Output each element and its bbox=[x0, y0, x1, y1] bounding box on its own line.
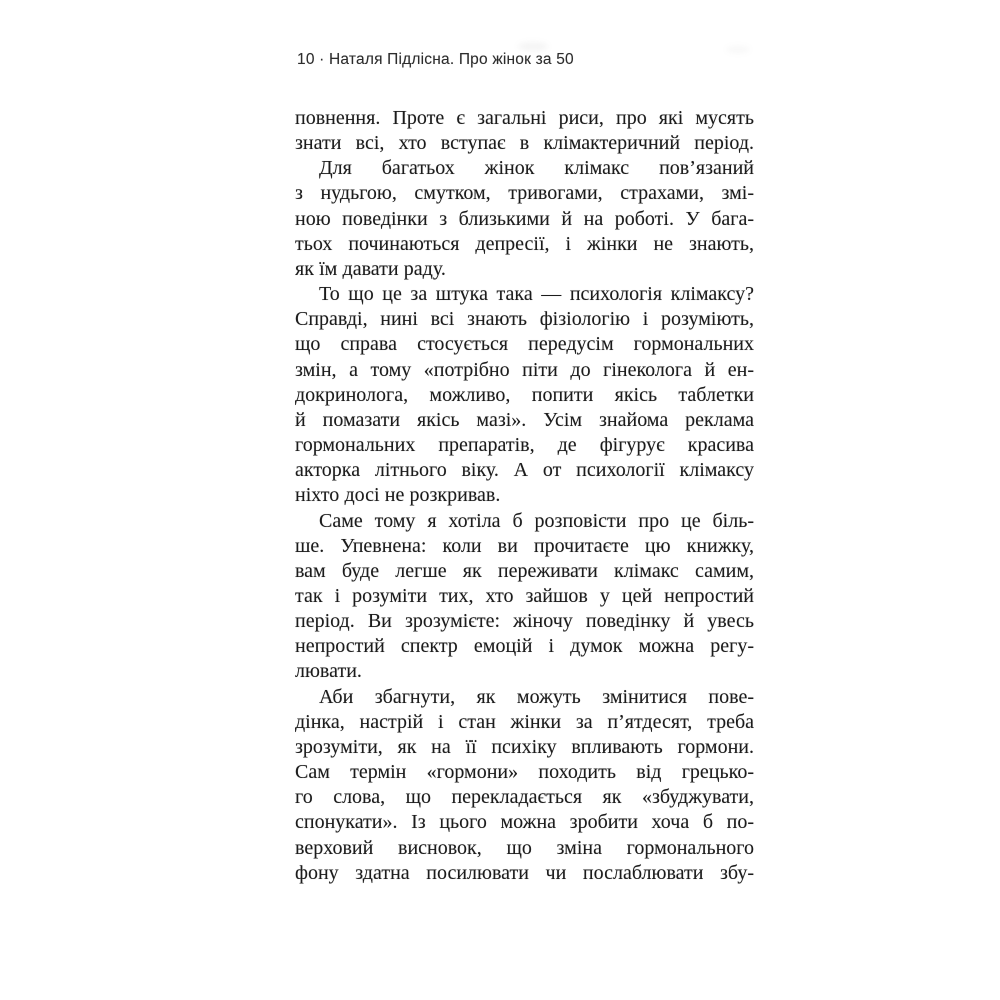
text-line: й помазати якісь мазі». Усім знайома реклама bbox=[295, 408, 754, 431]
text-line: го слова, що перекладається як «збуджувати, bbox=[295, 786, 754, 809]
paragraph bbox=[295, 509, 754, 685]
paragraph bbox=[295, 282, 754, 508]
scan-artifact bbox=[726, 46, 750, 53]
text-line: Саме тому я хотіла б розповісти про це біль- bbox=[319, 509, 754, 532]
text-line: спонукати». Із цього можна зробити хоча б по- bbox=[295, 811, 754, 834]
text-block bbox=[295, 106, 754, 886]
text-line: з нудьгою, смутком, тривогами, страхами, змі- bbox=[295, 182, 754, 205]
text-line: непростий спектр емоцій і думок можна регу- bbox=[295, 635, 754, 658]
text-line: ше. Упевнена: коли ви прочитаєте цю книжку, bbox=[295, 534, 754, 557]
text-line: знати всі, хто вступає в клімактеричний період. bbox=[295, 132, 754, 155]
running-header: 10 · Наталя Підлісна. Про жінок за 50 bbox=[297, 51, 574, 68]
text-line: Справді, нині всі знають фізіологію і розуміють, bbox=[295, 308, 754, 331]
text-line: ніхто досі не розкривав. bbox=[295, 484, 501, 507]
paragraph bbox=[295, 106, 754, 156]
scan-artifact bbox=[518, 42, 548, 51]
text-line: докринолога, можливо, попити якісь таблетки bbox=[295, 383, 754, 406]
text-line: тьох починаються депресії, і жінки не знають, bbox=[295, 232, 754, 255]
text-line: Аби збагнути, як можуть змінитися пове- bbox=[319, 685, 754, 708]
text-line: змін, а тому «потрібно піти до гінеколога й ен- bbox=[295, 358, 754, 381]
text-line: зрозуміти, як на її психіку впливають гормони. bbox=[295, 735, 754, 758]
text-line: гормональних препаратів, де фігурує красива bbox=[295, 434, 754, 457]
text-line: верховий висновок, що зміна гормонального bbox=[295, 836, 754, 859]
text-line: акторка літнього віку. А от психології клімаксу bbox=[295, 459, 754, 482]
paragraph bbox=[295, 156, 754, 282]
text-line: лювати. bbox=[295, 660, 362, 683]
text-line: Для багатьох жінок клімакс пов’язаний bbox=[319, 157, 754, 180]
paragraph bbox=[295, 685, 754, 886]
text-line: То що це за штука така — психологія клімаксу? bbox=[319, 283, 754, 306]
text-line: що справа стосується передусім гормональних bbox=[295, 333, 754, 356]
text-line: Сам термін «гормони» походить від грецько- bbox=[295, 761, 754, 784]
text-line: так і розуміти тих, хто зайшов у цей непростий bbox=[295, 584, 754, 607]
text-line: вам буде легше як переживати клімакс самим, bbox=[295, 559, 754, 582]
text-line: період. Ви зрозумієте: жіночу поведінку й увесь bbox=[295, 610, 754, 633]
text-line: повнення. Проте є загальні риси, про які мусять bbox=[295, 107, 754, 129]
text-line: як їм давати раду. bbox=[295, 257, 446, 280]
text-line: ною поведінки з близькими й на роботі. У бага- bbox=[295, 207, 754, 230]
text-line: фону здатна посилювати чи послаблювати збу- bbox=[295, 861, 754, 884]
text-line: дінка, настрій і стан жінки за п’ятдесят, треба bbox=[295, 710, 754, 733]
